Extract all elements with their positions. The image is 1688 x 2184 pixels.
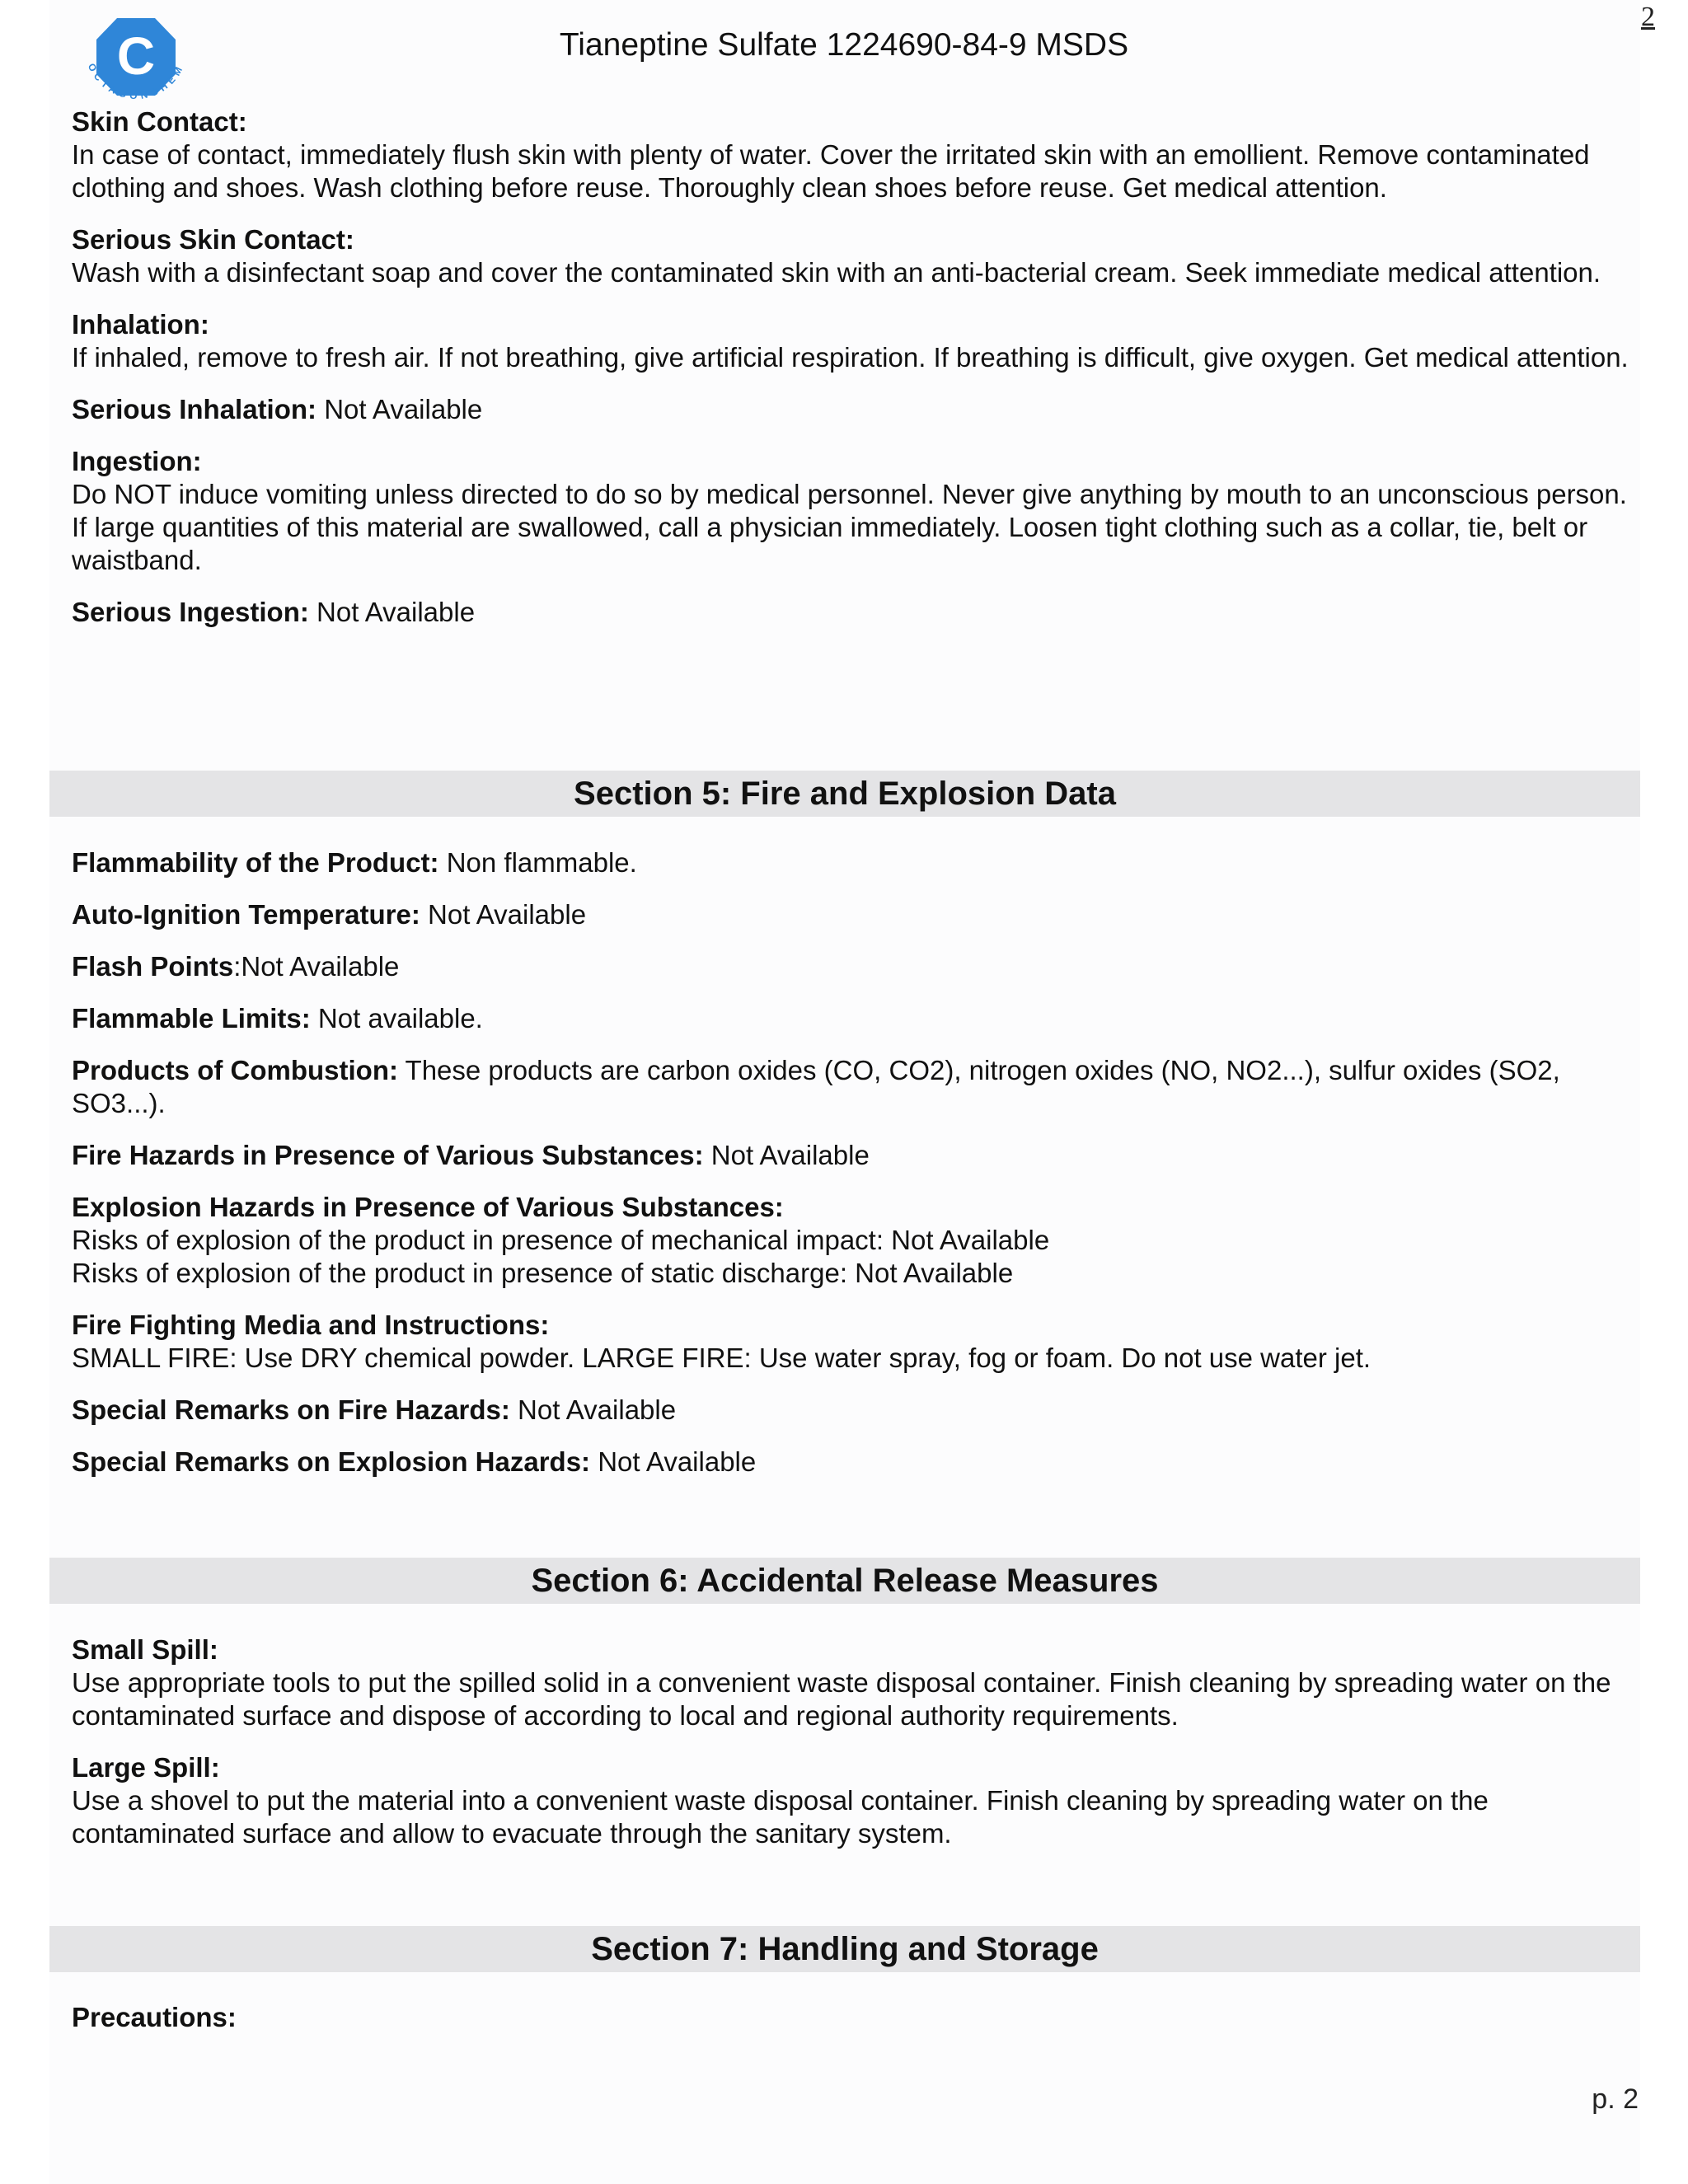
combustion-products-entry	[72, 1054, 1629, 1120]
serious-skin-contact-label: Serious Skin Contact:	[72, 224, 354, 255]
flash-points-text: :Not Available	[233, 951, 400, 982]
serious-inhalation-label: Serious Inhalation:	[72, 394, 317, 424]
flammability-label: Flammability of the Product:	[72, 847, 439, 878]
inhalation-entry	[72, 308, 1629, 374]
fire-hazards-label: Fire Hazards in Presence of Various Substances:	[72, 1140, 704, 1170]
skin-contact-label: Skin Contact:	[72, 106, 247, 137]
flammable-limits-label: Flammable Limits:	[72, 1003, 311, 1033]
auto-ignition-label: Auto-Ignition Temperature:	[72, 899, 420, 930]
release-measures-block	[72, 1633, 1629, 1850]
serious-skin-contact-entry	[72, 223, 1629, 289]
auto-ignition-entry	[72, 898, 1629, 931]
svg-text:OCTAGONCHEM: OCTAGONCHEM	[85, 61, 187, 101]
remarks-fire-text: Not Available	[509, 1394, 677, 1425]
combustion-products-text: These products are carbon oxides (CO, CO2), nitrogen oxides (NO, NO2...), sulfur oxides (SO2, SO3...).	[72, 1055, 1560, 1118]
flash-points-label: Flash Points	[72, 951, 234, 982]
explosion-hazards-line-1: Risks of explosion of the product in presence of mechanical impact: Not Available	[72, 1225, 1050, 1255]
remarks-explosion-label: Special Remarks on Explosion Hazards:	[72, 1446, 591, 1477]
flammable-limits-entry	[72, 1002, 1629, 1035]
section-5-heading: Section 5: Fire and Explosion Data	[49, 771, 1640, 817]
auto-ignition-text: Not Available	[420, 899, 587, 930]
fire-fighting-label: Fire Fighting Media and Instructions:	[72, 1310, 550, 1340]
fire-hazards-text: Not Available	[703, 1140, 870, 1170]
page-marker: 2	[1641, 2, 1655, 32]
large-spill-label: Large Spill:	[72, 1752, 220, 1783]
serious-inhalation-text: Not Available	[316, 394, 483, 424]
flammable-limits-text: Not available.	[310, 1003, 483, 1033]
skin-contact-text: In case of contact, immediately flush skin with plenty of water. Cover the irritated skin with an emollient. Remove contaminated clothing and shoes. Wash clothing before reuse. Thoroughly clean shoes before reuse. Get medical attention.	[72, 139, 1590, 203]
precautions-entry	[72, 2001, 1629, 2034]
fire-explosion-block	[72, 846, 1629, 1479]
inhalation-label: Inhalation:	[72, 309, 209, 340]
precautions-label: Precautions:	[72, 2002, 237, 2032]
remarks-fire-entry	[72, 1394, 1629, 1427]
document-title: Tianeptine Sulfate 1224690-84-9 MSDS	[559, 27, 1129, 63]
small-spill-text: Use appropriate tools to put the spilled solid in a convenient waste disposal container. Finish cleaning by spreading water on the contaminated surface and dispose of according to local and regional authority requirements.	[72, 1667, 1611, 1731]
ingestion-label: Ingestion:	[72, 446, 202, 476]
small-spill-label: Small Spill:	[72, 1634, 218, 1665]
fire-fighting-entry	[72, 1309, 1629, 1375]
inhalation-text: If inhaled, remove to fresh air. If not breathing, give artificial respiration. If breathing is difficult, give oxygen. Get medical attention.	[72, 342, 1629, 373]
serious-inhalation-entry	[72, 393, 1629, 426]
skin-contact-entry	[72, 105, 1629, 204]
page-number: p. 2	[1592, 2083, 1639, 2115]
serious-ingestion-label: Serious Ingestion:	[72, 597, 309, 627]
small-spill-entry	[72, 1633, 1629, 1732]
remarks-explosion-entry	[72, 1446, 1629, 1479]
section-6-heading: Section 6: Accidental Release Measures	[49, 1558, 1640, 1604]
combustion-products-label: Products of Combustion:	[72, 1055, 398, 1085]
explosion-hazards-entry	[72, 1191, 1629, 1290]
explosion-hazards-label: Explosion Hazards in Presence of Various Substances:	[72, 1192, 784, 1222]
fire-fighting-text: SMALL FIRE: Use DRY chemical powder. LARGE FIRE: Use water spray, fog or foam. Do not use water jet.	[72, 1343, 1372, 1373]
large-spill-entry	[72, 1751, 1629, 1850]
flash-points-entry	[72, 950, 1629, 983]
large-spill-text: Use a shovel to put the material into a convenient waste disposal container. Finish cleaning by spreading water on the contaminated surface and allow to evacuate through the sanitary system.	[72, 1785, 1489, 1849]
first-aid-block	[72, 105, 1629, 629]
remarks-explosion-text: Not Available	[590, 1446, 757, 1477]
explosion-hazards-line-2: Risks of explosion of the product in presence of static discharge: Not Available	[72, 1258, 1014, 1288]
ingestion-text: Do NOT induce vomiting unless directed to do so by medical personnel. Never give anything by mouth to an unconscious person. If large quantities of this material are swallowed, call a physician immediately. Loosen tight clothing such as a collar, tie, belt or waistband.	[72, 479, 1627, 575]
fire-hazards-entry	[72, 1139, 1629, 1172]
section-7-heading: Section 7: Handling and Storage	[49, 1926, 1640, 1972]
svg-text:C: C	[116, 26, 156, 86]
serious-skin-contact-text: Wash with a disinfectant soap and cover the contaminated skin with an anti-bacterial cream. Seek immediate medical attention.	[72, 257, 1601, 288]
serious-ingestion-text: Not Available	[308, 597, 476, 627]
serious-ingestion-entry	[72, 596, 1629, 629]
ingestion-entry	[72, 445, 1629, 577]
flammability-entry	[72, 846, 1629, 879]
remarks-fire-label: Special Remarks on Fire Hazards:	[72, 1394, 510, 1425]
handling-storage-block	[72, 2001, 1629, 2034]
flammability-text: Non flammable.	[438, 847, 637, 878]
